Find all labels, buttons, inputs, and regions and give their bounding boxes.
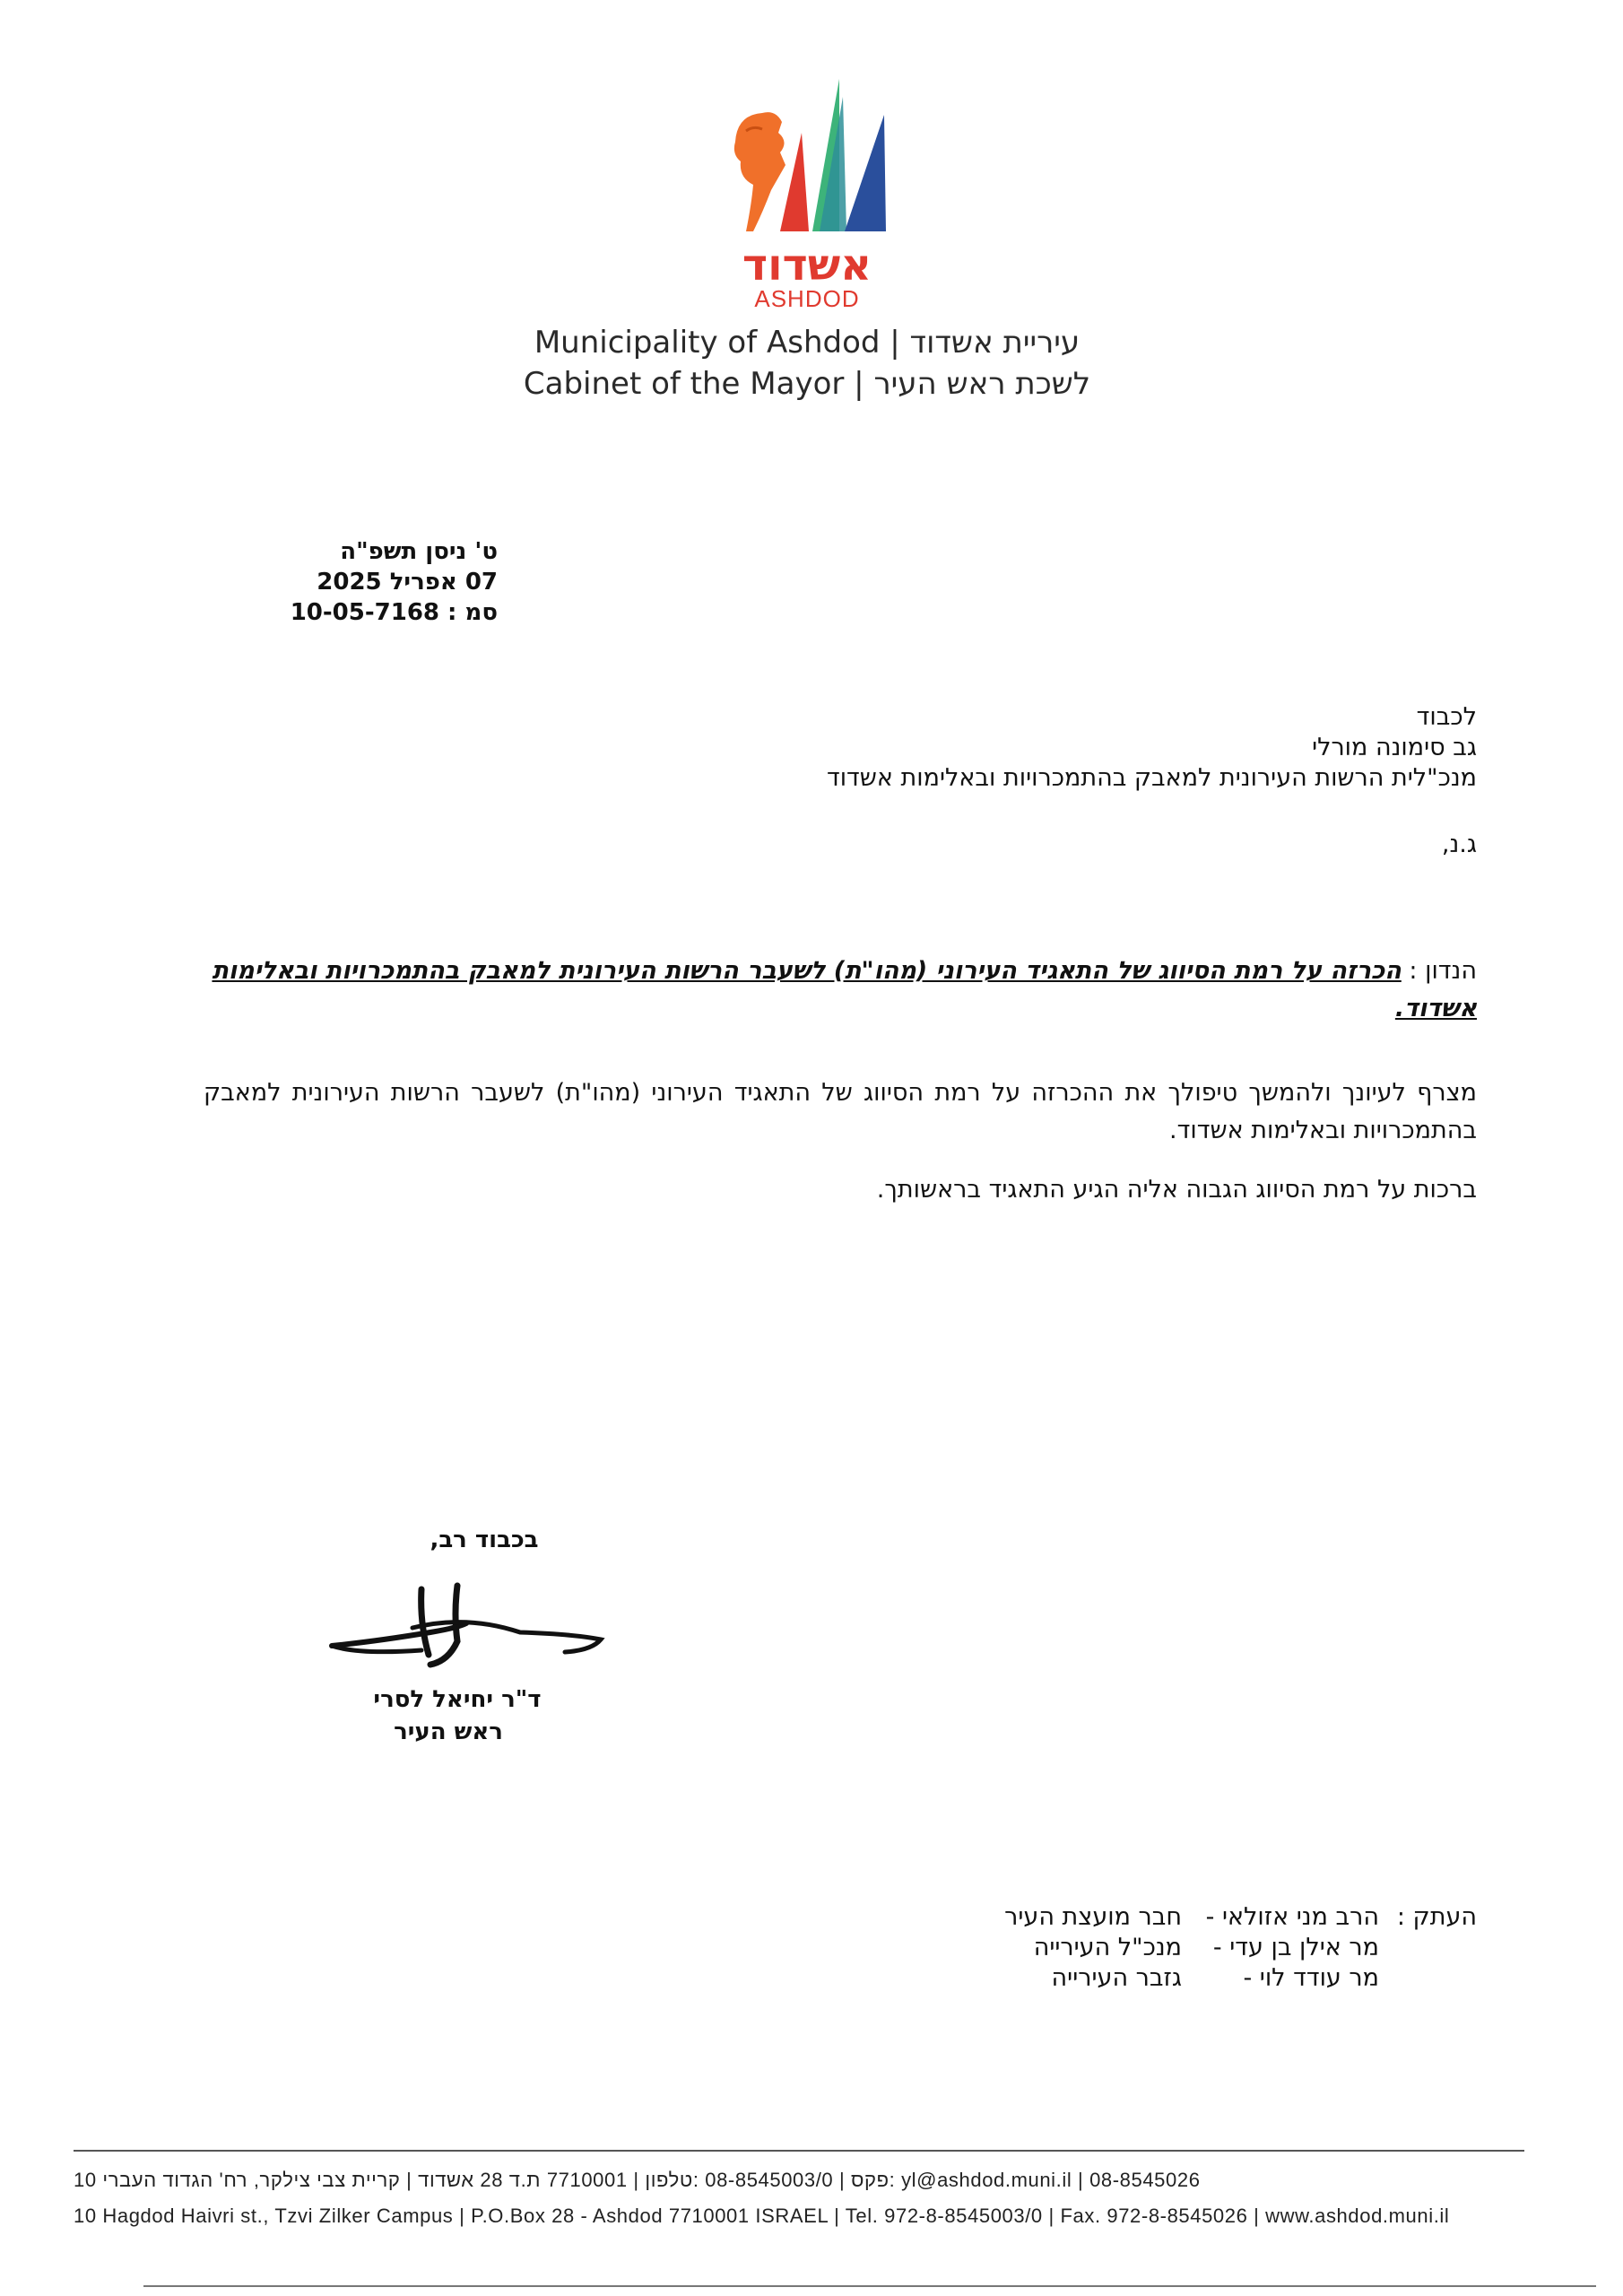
- cc-entry-1-role: חבר מועצת העיר: [1004, 1903, 1182, 1931]
- letterhead-municipality: Municipality of Ashdod | עיריית אשדוד: [534, 325, 1081, 361]
- subject-line: [204, 952, 1477, 1028]
- body-paragraph-2: ברכות על רמת הסיווג הגבוה אליה הגיע התאגיד בראשותך.: [876, 1176, 1477, 1204]
- handwritten-signature-icon: [323, 1578, 619, 1677]
- cc-entry-3-role: גזבר העירייה: [1051, 1964, 1182, 1992]
- footer-contact-hebrew: yl@ashdod.muni.il | 08-8545026 :פקס | 08-8545003/0 :טלפון | 7710001 ת.ד 28 אשדוד | קריית צבי צילקר, רח' הגדוד העברי 10: [74, 2169, 1201, 2191]
- signatory-name: ד"ר יחיאל לסרי: [373, 1686, 542, 1713]
- signatory-role: ראש העיר: [394, 1718, 503, 1745]
- logo-english-wordmark: ASHDOD: [754, 285, 860, 312]
- reference-number: סמ : 10-05-7168: [290, 599, 498, 626]
- greeting: ג.נ,: [1441, 831, 1477, 858]
- letterhead-cabinet: Cabinet of the Mayor | לשכת ראש העיר: [523, 366, 1091, 402]
- addressee-to: לכבוד: [1416, 703, 1477, 731]
- cc-entry-2-name: מר אילן בן עדי -: [1212, 1934, 1379, 1961]
- bottom-divider: [143, 2285, 1596, 2287]
- subject-label: הנדון :: [1409, 957, 1477, 985]
- cc-entry-1-name: הרב מני אזולאי -: [1205, 1903, 1379, 1931]
- footer-divider: [74, 2150, 1524, 2152]
- cc-entry-3-name: מר עודד לוי -: [1243, 1964, 1379, 1992]
- cc-label: העתק :: [1396, 1903, 1477, 1931]
- gregorian-date: 07 אפריל 2025: [317, 569, 498, 596]
- addressee-name: גב סימונה מורלי: [1312, 734, 1477, 761]
- footer-contact-english: 10 Hagdod Haivri st., Tzvi Zilker Campus | P.O.Box 28 - Ashdod 7710001 ISRAEL | Tel. 972-8-8545003/0 | Fax. 972-8-8545026 | www.ashdod.muni.il: [74, 2205, 1450, 2227]
- body-paragraph-1: מצרף לעיונך ולהמשך טיפולך את ההכרזה על רמת הסיווג של התאגיד העירוני (מהו"ת) לשעבר הרשות העירונית למאבק בהתמכרויות ובאלימות אשדוד.: [204, 1079, 1477, 1144]
- cc-entry-2-role: מנכ"ל העירייה: [1033, 1934, 1182, 1961]
- ashdod-logo-icon: [726, 79, 888, 240]
- subject-text: הכרזה על רמת הסיווג של התאגיד העירוני (מהו"ת) לשעבר הרשות העירונית למאבק בהתמכרויות ובאלימות אשדוד.: [212, 957, 1477, 1022]
- logo-hebrew-wordmark: אשדוד: [742, 240, 872, 291]
- closing: בכבוד רב,: [430, 1526, 539, 1553]
- hebrew-date: ט' ניסן תשפ"ה: [340, 538, 498, 565]
- addressee-title: מנכ"לית הרשות העירונית למאבק בהתמכרויות ובאלימות אשדוד: [826, 764, 1477, 792]
